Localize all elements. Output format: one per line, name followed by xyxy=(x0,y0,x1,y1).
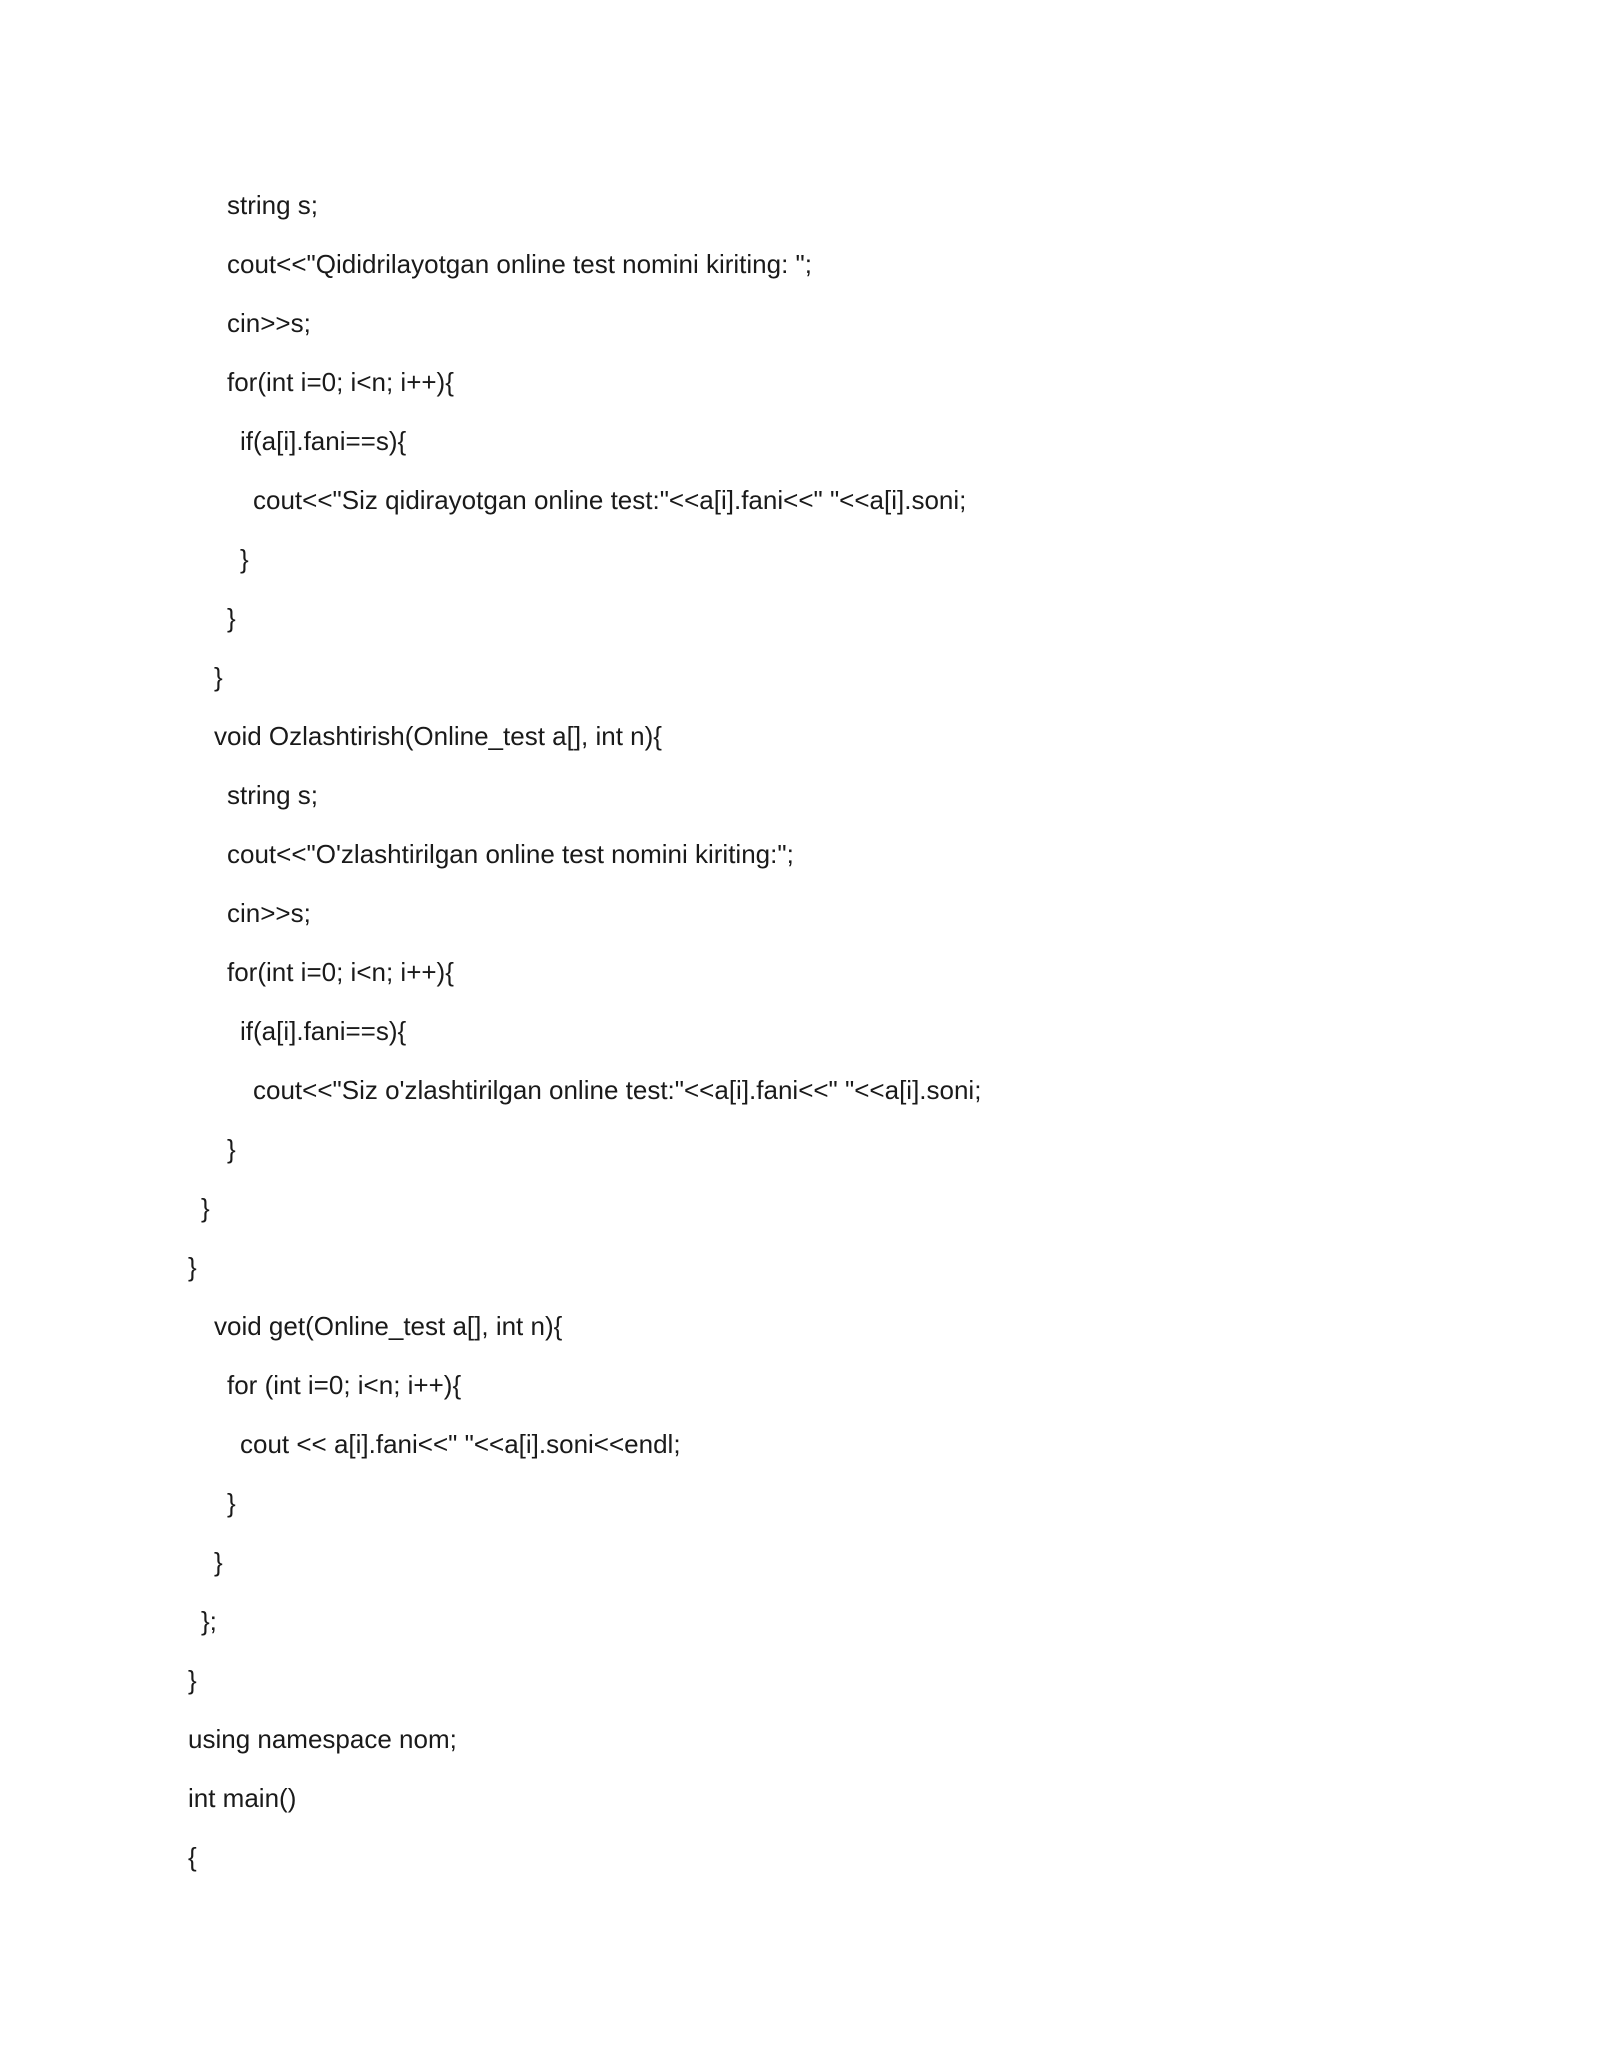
code-line xyxy=(0,300,1600,359)
code-line xyxy=(0,1539,1600,1598)
code-line-text: int main() xyxy=(188,1783,297,1813)
code-line-text: { xyxy=(188,1842,197,1872)
code-line xyxy=(0,418,1600,477)
code-line xyxy=(0,182,1600,241)
code-line-text: if(a[i].fani==s){ xyxy=(240,426,407,456)
code-line-text: } xyxy=(201,1193,210,1223)
code-listing xyxy=(0,182,1600,1893)
code-line xyxy=(0,713,1600,772)
code-line-text: } xyxy=(188,1252,197,1282)
code-line xyxy=(0,1421,1600,1480)
code-line-text: void Ozlashtirish(Online_test a[], int n){ xyxy=(214,721,662,751)
code-line xyxy=(0,1775,1600,1834)
code-line xyxy=(0,241,1600,300)
code-line-text: cin>>s; xyxy=(227,898,311,928)
code-line xyxy=(0,536,1600,595)
code-line-text: if(a[i].fani==s){ xyxy=(240,1016,407,1046)
code-line xyxy=(0,1362,1600,1421)
code-line-text: } xyxy=(240,544,249,574)
code-line xyxy=(0,1067,1600,1126)
code-line xyxy=(0,1657,1600,1716)
code-line-text: for (int i=0; i<n; i++){ xyxy=(227,1370,462,1400)
code-line xyxy=(0,772,1600,831)
code-line xyxy=(0,1716,1600,1775)
code-line xyxy=(0,595,1600,654)
code-line xyxy=(0,1834,1600,1893)
code-line-text: } xyxy=(214,1547,223,1577)
code-line-text: } xyxy=(188,1665,197,1695)
code-line xyxy=(0,1008,1600,1067)
code-line xyxy=(0,477,1600,536)
code-line-text: cout<<"Siz o'zlashtirilgan online test:"<<a[i].fani<<" "<<a[i].soni; xyxy=(253,1075,982,1105)
code-line xyxy=(0,1480,1600,1539)
code-line-text: } xyxy=(227,1134,236,1164)
code-line-text: } xyxy=(227,1488,236,1518)
code-line-text: using namespace nom; xyxy=(188,1724,457,1754)
code-line xyxy=(0,890,1600,949)
code-line xyxy=(0,1598,1600,1657)
code-line-text: }; xyxy=(201,1606,217,1636)
code-line xyxy=(0,1303,1600,1362)
code-line-text: cout<<"Qididrilayotgan online test nomini kiriting: "; xyxy=(227,249,812,279)
code-line-text: cout<<"O'zlashtirilgan online test nomini kiriting:"; xyxy=(227,839,794,869)
code-line-text: cout << a[i].fani<<" "<<a[i].soni<<endl; xyxy=(240,1429,681,1459)
code-line-text: } xyxy=(227,603,236,633)
code-line-text: cout<<"Siz qidirayotgan online test:"<<a[i].fani<<" "<<a[i].soni; xyxy=(253,485,967,515)
code-line-text: } xyxy=(214,662,223,692)
code-line xyxy=(0,1185,1600,1244)
code-line-text: cin>>s; xyxy=(227,308,311,338)
code-line-text: string s; xyxy=(227,780,319,810)
code-line-text: for(int i=0; i<n; i++){ xyxy=(227,957,454,987)
code-line xyxy=(0,949,1600,1008)
code-line xyxy=(0,1244,1600,1303)
code-line xyxy=(0,1126,1600,1185)
code-line-text: for(int i=0; i<n; i++){ xyxy=(227,367,454,397)
code-line xyxy=(0,831,1600,890)
code-line-text: string s; xyxy=(227,190,319,220)
code-line-text: void get(Online_test a[], int n){ xyxy=(214,1311,563,1341)
code-line xyxy=(0,654,1600,713)
code-line xyxy=(0,359,1600,418)
